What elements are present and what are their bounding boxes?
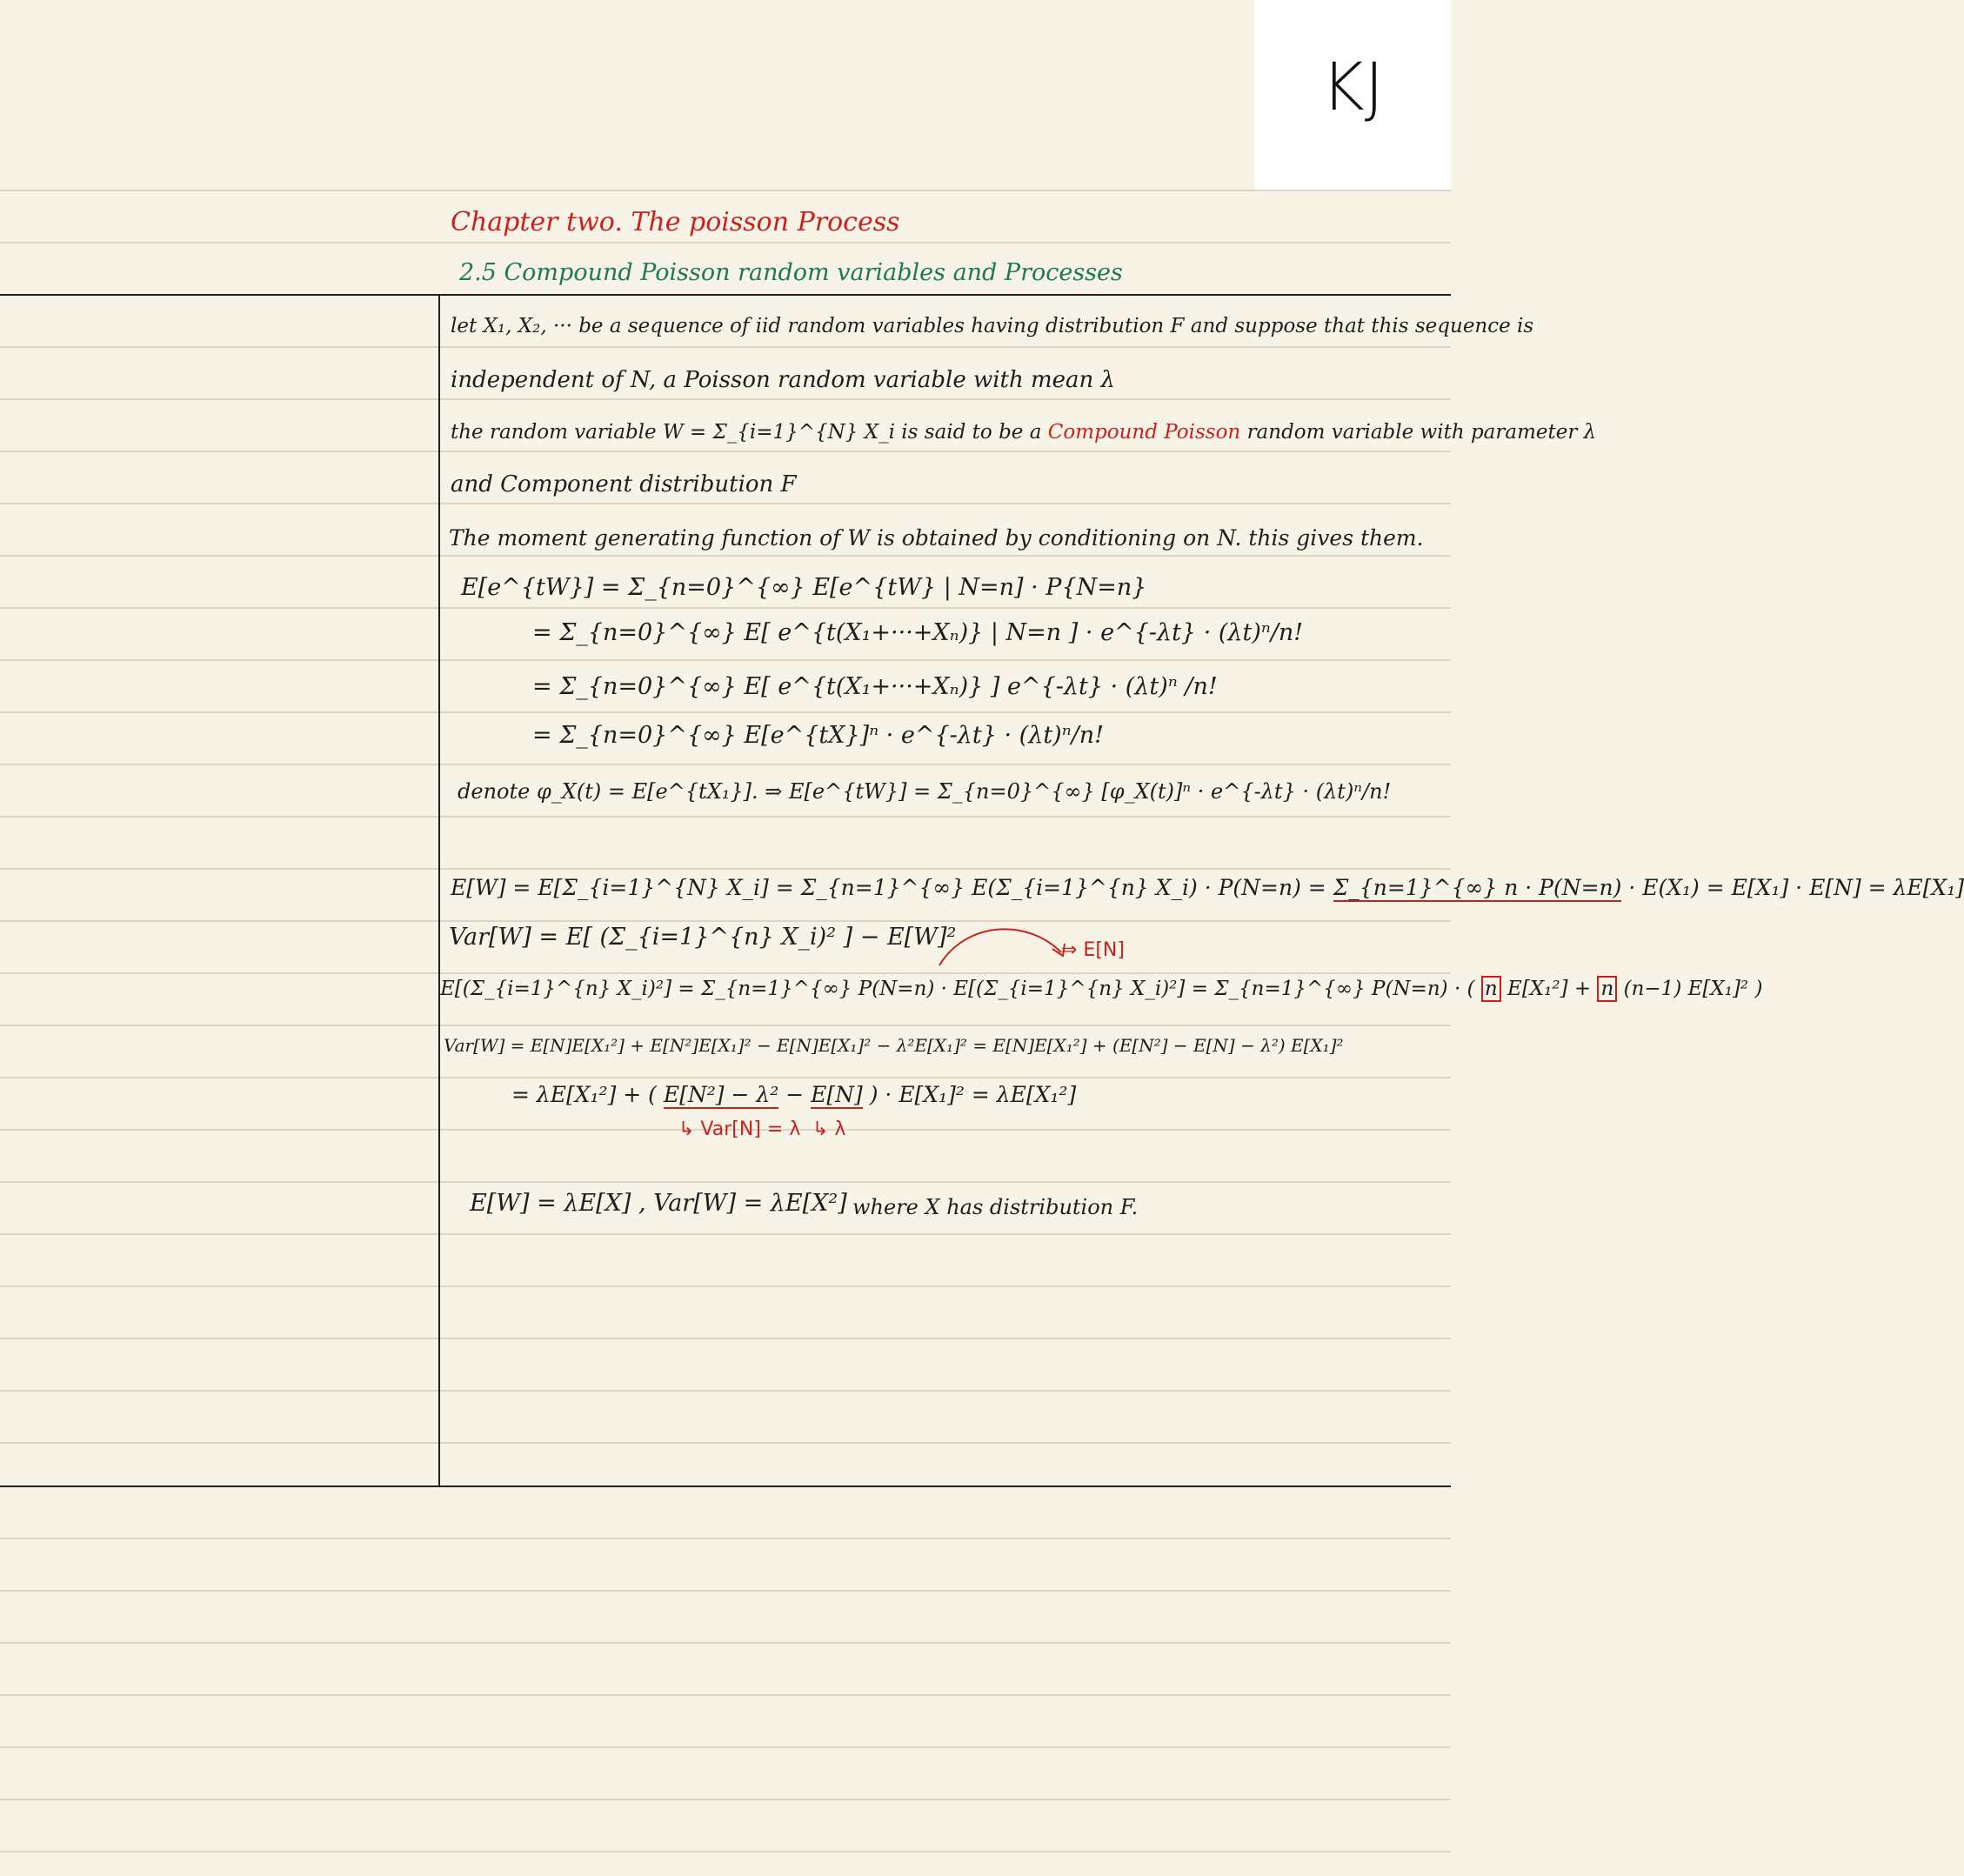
mean-derivation-post: · E(X₁) = E[X₁] · E[N] = λE[X₁]	[1628, 875, 1964, 900]
notebook-rule	[0, 503, 1451, 504]
variance-line-1: Var[W] = E[ (Σ_{i=1}^{n} X_i)² ] − E[W]²	[449, 924, 957, 951]
variance-line-3	[511, 1082, 1076, 1107]
notebook-rule	[0, 1799, 1451, 1800]
second-moment-line	[440, 978, 1762, 1000]
variance-line-2: Var[W] = E[N]E[X₁²] + E[N²]E[X₁]² − E[N]E[X₁]² − λ²E[X₁]² = E[N]E[X₁²] + (E[N²] − E[N] − λ²) E[X₁]²	[444, 1035, 1344, 1056]
boxed-n-1: n	[1481, 976, 1501, 1002]
notebook-rule	[0, 1390, 1451, 1392]
second-moment-pre: E[(Σ_{i=1}^{n} X_i)²] = Σ_{n=1}^{∞} P(N=n) · E[(Σ_{i=1}^{n} X_i)²] = Σ_{n=1}^{∞} P(N=n) · (	[440, 978, 1475, 1000]
notebook-rule	[0, 1642, 1451, 1644]
mgf-line-2: = Σ_{n=0}^{∞} E[ e^{t(X₁+···+Xₙ)} | N=n ] · e^{-λt} · (λt)ⁿ/n!	[532, 619, 1304, 646]
definition-line-3-post: random variable with parameter λ	[1246, 421, 1597, 444]
notebook-rule	[0, 242, 1451, 244]
variance-line-3-mid: −	[785, 1082, 812, 1107]
note-var-N: ↳ Var[N] = λ	[678, 1118, 801, 1140]
note-E-N: ↳ λ	[812, 1118, 846, 1140]
notebook-rule	[0, 972, 1451, 974]
notebook-rule	[0, 1338, 1451, 1339]
summary-note: where X has distribution F.	[852, 1195, 1139, 1219]
notebook-rule	[0, 1285, 1451, 1287]
notebook-rule	[0, 868, 1451, 870]
mgf-line-4: = Σ_{n=0}^{∞} E[e^{tX}]ⁿ · e^{-λt} · (λt)ⁿ/n!	[532, 722, 1104, 749]
mgf-line-1: E[e^{tW}] = Σ_{n=0}^{∞} E[e^{tW} | N=n] · P{N=n}	[461, 574, 1147, 601]
footer-divider	[0, 1485, 1451, 1487]
mgf-line-3: = Σ_{n=0}^{∞} E[ e^{t(X₁+···+Xₙ)} ] e^{-λt} · (λt)ⁿ /n!	[532, 673, 1218, 700]
mgf-denote-line: denote φ_X(t) = E[e^{tX₁}]. ⇒ E[e^{tW}] = Σ_{n=0}^{∞} [φ_X(t)]ⁿ · e^{-λt} · (λt)ⁿ/n!	[458, 779, 1392, 804]
notebook-rule	[0, 1538, 1451, 1539]
notebook-rule	[0, 1442, 1451, 1444]
definition-line-5: The moment generating function of W is obtained by conditioning on N. this gives them.	[449, 525, 1424, 551]
second-moment-mid: E[X₁²] +	[1507, 978, 1592, 1000]
header-divider	[0, 294, 1451, 296]
notebook-rule	[0, 1694, 1451, 1696]
notebook-rule	[0, 1746, 1451, 1748]
arrow-curve-icon	[931, 918, 1105, 970]
notebook-rule	[0, 1590, 1451, 1592]
summary-formula: E[W] = λE[X] , Var[W] = λE[X²]	[470, 1190, 847, 1217]
variance-line-3-underline-1: E[N²] − λ²	[663, 1082, 779, 1107]
notebook-rule	[0, 1025, 1451, 1026]
mean-derivation	[451, 875, 1964, 900]
variance-line-3-post: ) · E[X₁]² = λE[X₁²]	[869, 1082, 1077, 1107]
mean-derivation-underlined: Σ_{n=1}^{∞} n · P(N=n)	[1333, 875, 1622, 900]
notebook-rule	[0, 451, 1451, 452]
second-moment-post: (n−1) E[X₁]² )	[1623, 978, 1763, 1000]
notebook-rule	[0, 1851, 1451, 1853]
notebook-rule	[0, 398, 1451, 400]
notebook-rule	[0, 711, 1451, 713]
definition-line-3	[451, 421, 1596, 444]
compound-poisson-term: Compound Poisson	[1047, 421, 1241, 444]
boxed-n-2: n	[1597, 976, 1617, 1002]
notebook-rule	[0, 816, 1451, 818]
notebook-rule	[0, 1233, 1451, 1235]
notebook-rule	[0, 659, 1451, 661]
arrow-note-EN: ⇒ E[N]	[1061, 939, 1125, 961]
definition-line-3-pre: the random variable W = Σ_{i=1}^{N} X_i is said to be a	[451, 421, 1042, 444]
notebook-rule	[0, 607, 1451, 609]
variance-line-3-underline-2: E[N]	[811, 1082, 863, 1107]
notebook-rule	[0, 1077, 1451, 1078]
mean-derivation-pre: E[W] = E[Σ_{i=1}^{N} X_i] = Σ_{n=1}^{∞} E(Σ_{i=1}^{n} X_i) · P(N=n) =	[451, 875, 1326, 900]
definition-line-1: let X₁, X₂, ··· be a sequence of iid random variables having distribution F and suppose that this sequence is	[451, 315, 1534, 337]
notebook-rule	[0, 920, 1451, 922]
margin-line	[438, 294, 440, 1485]
notebook-rule	[0, 555, 1451, 557]
definition-line-4: and Component distribution F	[451, 471, 797, 497]
definition-line-2: independent of N, a Poisson random variable with mean λ	[451, 367, 1116, 393]
section-title: 2.5 Compound Poisson random variables and Processes	[459, 259, 1123, 286]
variance-line-3-pre: = λE[X₁²] + (	[511, 1082, 657, 1107]
author-initials: KJ	[1320, 48, 1385, 125]
notebook-rule	[0, 764, 1451, 765]
notebook-rule	[0, 346, 1451, 348]
notebook-rule	[0, 1181, 1451, 1183]
chapter-title: Chapter two. The poisson Process	[451, 207, 900, 237]
notebook-rule	[0, 190, 1451, 191]
